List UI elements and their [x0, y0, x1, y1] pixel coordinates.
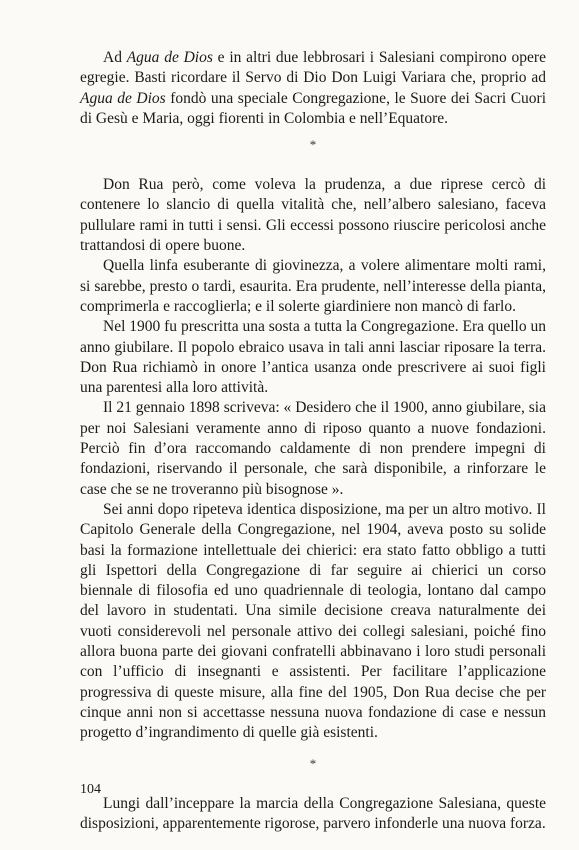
- paragraph-1900-sosta: Nel 1900 fu prescritta una sosta a tutta la Congregazione. Era quello un anno giubilare. Il popolo ebraico usava in tali anni lasciar riposare la terra. Don Rua richiamò in onore l’antica usanza onde prescrivere ai suoi figli una parentesi alla loro attività.: [80, 318, 546, 397]
- paragraph-don-rua-prudenza: Don Rua però, come voleva la prudenza, a due riprese cercò di contenere lo slancio di quella vitalità che, nell’albero salesiano, faceva pullulare rami in tutti i sensi. Gli eccessi possono riuscire pericolosi anche trattandosi di opere buone.: [80, 176, 546, 255]
- paragraph-conclusione: Lungi dall’inceppare la marcia della Congregazione Salesiana, queste disposizioni, apparentemente rigorose, parvero infonderle una nuova forza.: [80, 794, 546, 832]
- section-separator: *: [309, 755, 317, 771]
- page-body: [80, 48, 546, 834]
- paragraph-text: Ad: [103, 49, 127, 66]
- paragraph-lettera-1898: Il 21 gennaio 1898 scriveva: « Desidero che il 1900, anno giubilare, sia per noi Salesiani veramente anno di riposo quanto a nuove fondazioni. Perciò fin d’ora raccomando caldamente di non prendere impegni di fondazioni, riservando il personale, che sarà disponibile, a rinforzare le case che se ne troveranno più bisognose ».: [80, 399, 546, 498]
- page-number: 104: [80, 782, 101, 797]
- italic-place-name: Agua de Dios: [80, 89, 166, 107]
- paragraph-text: fondò una speciale Congregazione, le Suore dei Sacri Cuori di Gesù e Maria, oggi fiorenti in Colombia e nell’Equatore.: [80, 89, 546, 127]
- paragraph-text: e in altri due lebbrosari i Salesiani compirono opere egregie. Basti ricordare il Servo di Dio Don Luigi Variara che, proprio ad: [80, 49, 546, 87]
- paragraph-linfa: Quella linfa esuberante di giovinezza, a volere alimentare molti rami, si sarebbe, presto o tardi, esaurita. Era prudente, nell’interesse della pianta, comprimerla e raccoglierla; e il solerte giardiniere non mancò di farlo.: [80, 257, 546, 315]
- section-separator: *: [309, 137, 317, 153]
- italic-place-name: Agua de Dios: [126, 49, 213, 66]
- paragraph-agua-de-dios: [80, 48, 546, 129]
- paragraph-capitolo-generale: Sei anni dopo ripeteva identica disposizione, ma per un altro motivo. Il Capitolo Generale della Congregazione, nel 1904, aveva posto su solide basi la formazione intellettuale dei chierici: era stato fatto obbligo a tutti gli Ispettori della Congregazione di far seguire ai chierici un corso biennale di filosofia ed uno quadriennale di teologia, lontano dal campo del lavoro in studentati. Una simile decisione creava naturalmente dei vuoti considerevoli nel personale attivo dei collegi salesiani, poiché fino allora buona parte dei giovani confratelli abbinavano i loro studi personali con l’ufficio di insegnanti e assistenti. Per facilitare l’applicazione progressiva di queste misure, alla fine del 1905, Don Rua decise che per cinque anni non si accettasse nessuna nuova fondazione di case e nessun progetto d’ingrandimento di quelle già esistenti.: [80, 500, 546, 742]
